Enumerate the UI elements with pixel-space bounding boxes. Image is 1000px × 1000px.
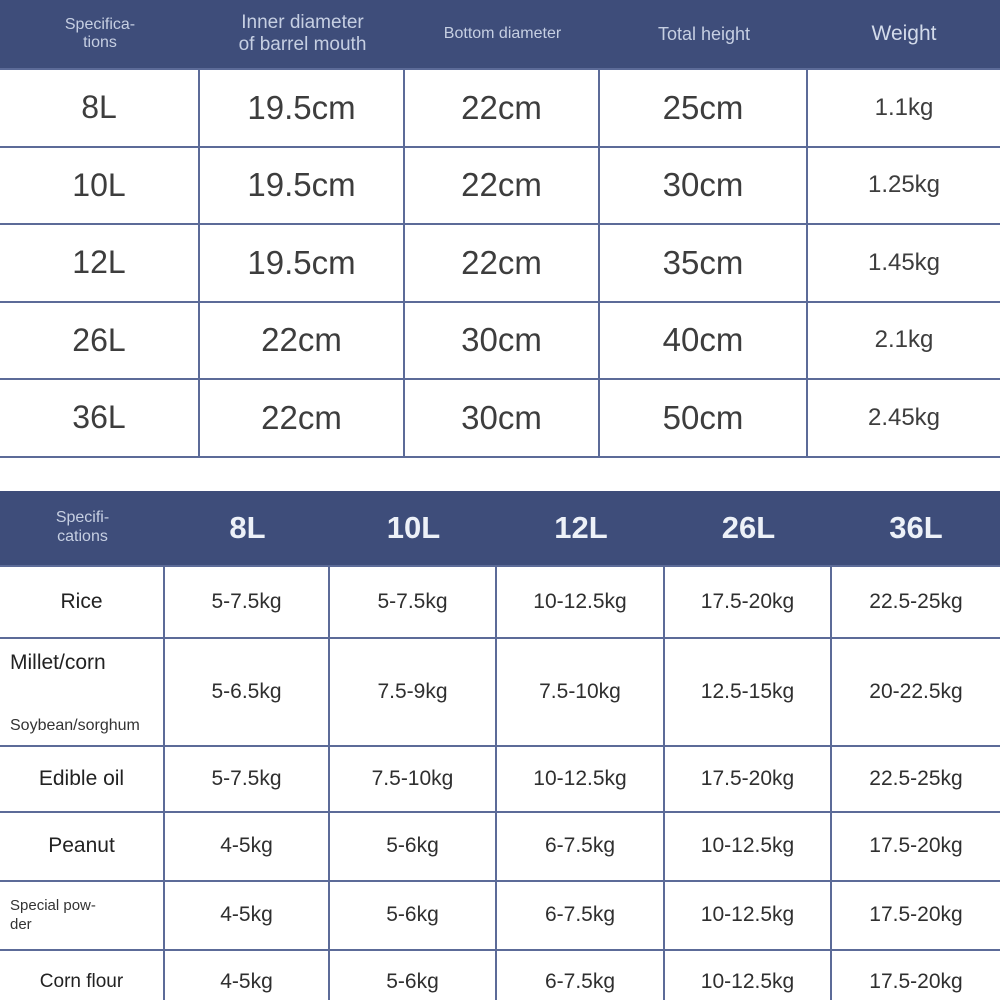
- cell-text: 17.5-20kg: [700, 766, 795, 790]
- capacity-value-cell: [497, 639, 665, 745]
- cell-text: 10-12.5kg: [700, 970, 795, 993]
- capacity-value-cell: [665, 747, 832, 811]
- cell-text: 10L: [72, 166, 126, 203]
- cell-text: 22cm: [461, 88, 542, 126]
- cell-text: 8L: [81, 89, 117, 126]
- dimension-value-cell: [405, 225, 600, 301]
- dimension-value-cell: [200, 70, 405, 146]
- dimension-value-cell: [808, 303, 1000, 379]
- cell-text: 5-7.5kg: [211, 766, 282, 790]
- cell-text: 22cm: [261, 321, 342, 359]
- capacity-value-cell: [665, 567, 832, 637]
- cell-text: der: [10, 916, 32, 933]
- table1-header-cell: [405, 0, 600, 68]
- capacity-value-cell: [330, 951, 497, 1000]
- dimension-value-cell: [405, 148, 600, 224]
- cell-text: 30cm: [461, 398, 542, 436]
- cell-text: 12L: [554, 509, 608, 545]
- capacity-value-cell: [665, 639, 832, 745]
- cell-text: tions: [83, 34, 117, 51]
- capacity-value-cell: [832, 639, 1000, 745]
- cell-text: 5-6kg: [386, 970, 439, 993]
- table1-header-cell: [808, 0, 1000, 68]
- cell-text: Total height: [657, 23, 751, 44]
- dimension-value-cell: [200, 225, 405, 301]
- table2-header-cell: [832, 491, 1000, 565]
- cell-text: 10-12.5kg: [700, 834, 795, 857]
- cell-text: 30cm: [461, 321, 542, 359]
- cell-text: 40cm: [662, 321, 744, 359]
- table1-row: [0, 225, 1000, 303]
- cell-text: 26L: [72, 321, 126, 358]
- capacity-value-cell: [832, 813, 1000, 880]
- capacity-value-cell: [165, 747, 330, 811]
- table2-row: [0, 639, 1000, 747]
- cell-text: 12.5-15kg: [700, 679, 795, 703]
- cell-text: 10-12.5kg: [700, 903, 795, 926]
- table2-header-cell: [497, 491, 665, 565]
- capacity-value-cell: [165, 813, 330, 880]
- capacity-value-cell: [497, 951, 665, 1000]
- capacity-value-cell: [165, 951, 330, 1000]
- table1-header-row: [0, 0, 1000, 68]
- cell-text: Specifi-: [55, 509, 110, 527]
- capacity-value-cell: [330, 639, 497, 745]
- cell-text: 4-5kg: [220, 970, 273, 993]
- cell-text: 4-5kg: [220, 903, 273, 926]
- cell-text: 7.5-10kg: [371, 766, 454, 790]
- capacity-value-cell: [330, 882, 497, 949]
- dimension-value-cell: [808, 225, 1000, 301]
- table2-header-row: [0, 491, 1000, 565]
- cell-text: 17.5-20kg: [869, 903, 963, 926]
- cell-text: 50cm: [662, 398, 744, 436]
- table2-body: [0, 565, 1000, 1000]
- content-label-cell: [0, 747, 165, 811]
- dimension-value-cell: [600, 303, 808, 379]
- dimension-value-cell: [600, 70, 808, 146]
- cell-text: 1.1kg: [874, 93, 934, 121]
- cell-text: 36L: [889, 509, 943, 545]
- cell-text: 19.5cm: [247, 243, 356, 281]
- cell-text: 25cm: [662, 88, 744, 126]
- dimension-value-cell: [808, 380, 1000, 456]
- capacity-value-cell: [497, 882, 665, 949]
- cell-text: Weight: [871, 21, 937, 45]
- cell-text: 22cm: [261, 398, 342, 436]
- capacity-value-cell: [497, 567, 665, 637]
- cell-text: 19.5cm: [247, 88, 356, 126]
- cell-text: 5-7.5kg: [377, 589, 448, 613]
- cell-text: 17.5-20kg: [700, 589, 795, 613]
- table2-header-cell: [665, 491, 832, 565]
- capacity-by-content-table: [0, 491, 1000, 1000]
- cell-text: 7.5-9kg: [377, 679, 448, 703]
- barrel-dimensions-table: [0, 0, 1000, 458]
- cell-text: 22cm: [461, 166, 542, 204]
- cell-text: Peanut: [48, 834, 115, 857]
- cell-text: 2.45kg: [867, 403, 941, 431]
- cell-text: Specifica-: [64, 15, 136, 33]
- capacity-value-cell: [165, 639, 330, 745]
- dimension-value-cell: [200, 303, 405, 379]
- capacity-value-cell: [330, 567, 497, 637]
- capacity-value-cell: [832, 567, 1000, 637]
- cell-text: Corn flour: [39, 971, 124, 992]
- cell-text: 22.5-25kg: [869, 589, 963, 613]
- content-label-cell: [0, 567, 165, 637]
- table2-row: [0, 882, 1000, 951]
- cell-text: cations: [57, 527, 108, 545]
- cell-text: of barrel mouth: [238, 34, 367, 55]
- cell-text: 8L: [229, 509, 266, 545]
- cell-text: 5-6kg: [386, 903, 439, 926]
- cell-text: 22cm: [461, 243, 542, 281]
- dimension-value-cell: [405, 70, 600, 146]
- dimension-value-cell: [600, 225, 808, 301]
- cell-text: 10-12.5kg: [533, 766, 627, 790]
- capacity-value-cell: [165, 882, 330, 949]
- cell-text: 6-7.5kg: [544, 834, 616, 857]
- capacity-value-cell: [665, 951, 832, 1000]
- table2-row: [0, 951, 1000, 1000]
- cell-text: 10-12.5kg: [533, 589, 627, 613]
- capacity-value-cell: [165, 567, 330, 637]
- cell-text: 19.5cm: [247, 166, 356, 204]
- cell-text: 2.1kg: [874, 326, 934, 354]
- table-separator: [0, 458, 1000, 491]
- spec-label-cell: [0, 225, 200, 301]
- cell-text: Special pow-: [10, 896, 96, 914]
- cell-text: 20-22.5kg: [869, 679, 963, 703]
- cell-text: 5-6kg: [386, 834, 439, 857]
- cell-text: 12L: [72, 244, 126, 281]
- table1-row: [0, 303, 1000, 381]
- table1-body: [0, 68, 1000, 458]
- cell-text: 5-7.5kg: [211, 589, 282, 613]
- cell-text: 1.25kg: [867, 171, 941, 199]
- capacity-value-cell: [665, 882, 832, 949]
- spec-label-cell: [0, 303, 200, 379]
- table1-header-cell: [200, 0, 405, 68]
- spec-label-cell: [0, 148, 200, 224]
- spec-label-cell: [0, 380, 200, 456]
- spec-label-cell: [0, 70, 200, 146]
- cell-text: 5-6.5kg: [211, 679, 282, 703]
- cell-text: 10L: [386, 509, 441, 545]
- table2-row: [0, 813, 1000, 882]
- cell-text: 4-5kg: [220, 834, 273, 857]
- capacity-value-cell: [330, 813, 497, 880]
- cell-text: 26L: [721, 509, 776, 545]
- cell-text: 22.5-25kg: [869, 766, 963, 790]
- capacity-value-cell: [665, 813, 832, 880]
- capacity-value-cell: [330, 747, 497, 811]
- capacity-value-cell: [497, 813, 665, 880]
- table1-row: [0, 380, 1000, 458]
- cell-text: 36L: [72, 399, 126, 436]
- cell-text: Bottom diameter: [443, 24, 562, 42]
- cell-text: Millet/corn: [10, 650, 106, 674]
- cell-text: Edible oil: [38, 766, 125, 790]
- cell-text: 6-7.5kg: [544, 903, 616, 926]
- dimension-value-cell: [405, 303, 600, 379]
- cell-text: 6-7.5kg: [544, 970, 616, 993]
- capacity-value-cell: [497, 747, 665, 811]
- dimension-value-cell: [405, 380, 600, 456]
- cell-text: Soybean/sorghum: [10, 716, 140, 734]
- table1-header-cell: [0, 0, 200, 68]
- table2-header-cell: [330, 491, 497, 565]
- table1-row: [0, 70, 1000, 148]
- cell-text: 17.5-20kg: [869, 834, 963, 857]
- capacity-value-cell: [832, 951, 1000, 1000]
- dimension-value-cell: [200, 380, 405, 456]
- cell-text: 30cm: [662, 166, 744, 204]
- dimension-value-cell: [808, 70, 1000, 146]
- content-label-cell: [0, 882, 165, 949]
- cell-text: Rice: [60, 589, 103, 613]
- dimension-value-cell: [808, 148, 1000, 224]
- capacity-value-cell: [832, 747, 1000, 811]
- table2-row: [0, 747, 1000, 813]
- cell-text: 7.5-10kg: [539, 679, 621, 703]
- content-label-cell: [0, 639, 165, 745]
- table2-header-cell: [165, 491, 330, 565]
- cell-text: 1.45kg: [867, 248, 941, 276]
- table2-row: [0, 567, 1000, 639]
- dimension-value-cell: [600, 148, 808, 224]
- dimension-value-cell: [200, 148, 405, 224]
- capacity-value-cell: [832, 882, 1000, 949]
- table2-header-cell: [0, 491, 165, 565]
- cell-text: Inner diameter: [241, 12, 364, 34]
- content-label-cell: [0, 813, 165, 880]
- cell-text: 17.5-20kg: [869, 970, 963, 993]
- cell-text: 35cm: [662, 243, 744, 281]
- dimension-value-cell: [600, 380, 808, 456]
- table1-header-cell: [600, 0, 808, 68]
- content-label-cell: [0, 951, 165, 1000]
- table1-row: [0, 148, 1000, 226]
